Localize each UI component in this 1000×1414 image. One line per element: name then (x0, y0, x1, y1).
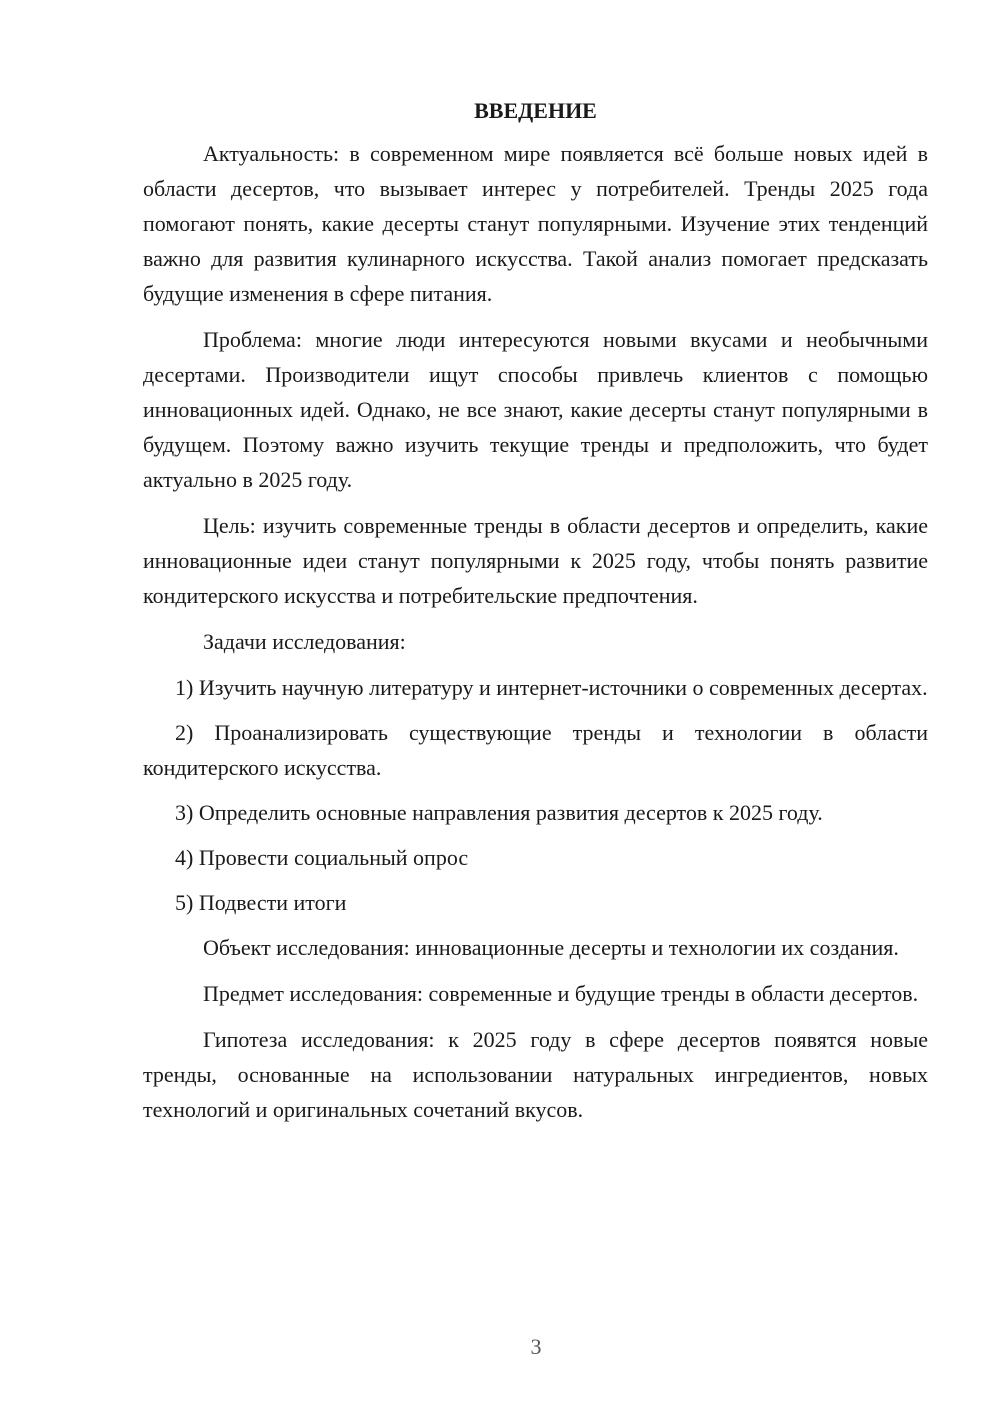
hypothesis-paragraph: Гипотеза исследования: к 2025 году в сфере десертов появятся новые тренды, основанные на использовании натуральных ингредиентов, новых технологий и оригинальных сочетаний вкусов. (143, 1027, 928, 1122)
list-item: 2) Проанализировать существующие тренды и технологии в области кондитерского искусства. (143, 720, 928, 780)
list-item: 5) Подвести итоги (175, 890, 347, 915)
list-item: 1) Изучить научную литературу и интернет-источники о современных десертах. (175, 675, 928, 700)
page-content (143, 97, 928, 1138)
list-item: 3) Определить основные направления развития десертов к 2025 году. (175, 800, 823, 825)
section-title: ВВЕДЕНИЕ (474, 98, 597, 123)
page-number: 3 (530, 1334, 542, 1359)
problem-paragraph: Проблема: многие люди интересуются новыми вкусами и необычными десертами. Производители ищут способы привлечь клиентов с помощью инновационных идей. Однако, не все знают, какие десерты станут популярными в будущем. Поэтому важно изучить текущие тренды и предположить, что будет актуально в 2025 году. (143, 327, 928, 492)
tasks-heading: Задачи исследования: (203, 629, 406, 654)
list-item: 4) Провести социальный опрос (175, 845, 469, 870)
tasks-list (143, 670, 928, 920)
object-paragraph: Объект исследования: инновационные десерты и технологии их создания. (203, 935, 899, 960)
goal-paragraph: Цель: изучить современные тренды в области десертов и определить, какие инновационные идеи станут популярными к 2025 году, чтобы понять развитие кондитерского искусства и потребительские предпочтения. (143, 513, 928, 608)
subject-paragraph: Предмет исследования: современные и будущие тренды в области десертов. (203, 981, 919, 1006)
relevance-paragraph: Актуальность: в современном мире появляется всё больше новых идей в области десертов, что вызывает интерес у потребителей. Тренды 2025 года помогают понять, какие десерты станут популярными. Изучение этих тенденций важно для развития кулинарного искусства. Такой анализ помогает предсказать будущие изменения в сфере питания. (143, 141, 928, 306)
